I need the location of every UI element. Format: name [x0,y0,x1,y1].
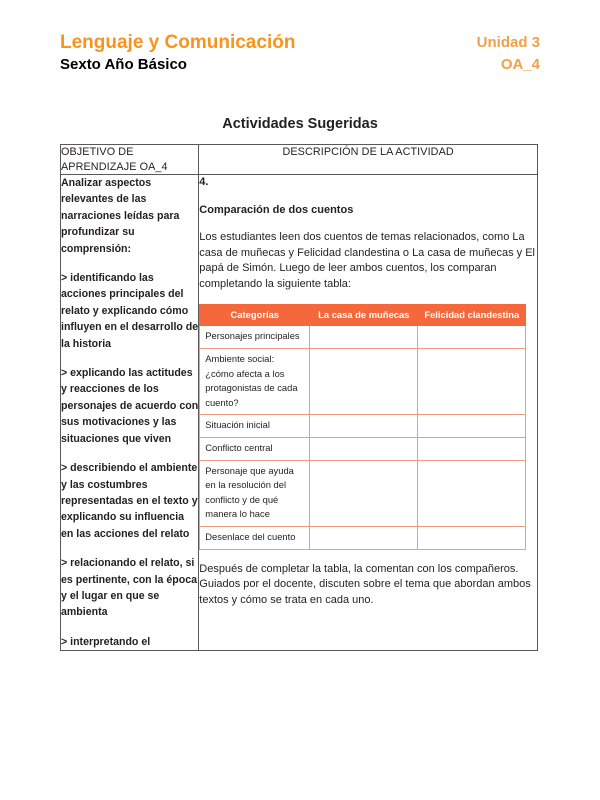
table-row [200,437,526,460]
answer-cell[interactable] [310,526,418,549]
subject-title: Lenguaje y Comunicación [60,32,296,53]
answer-cell[interactable] [310,415,418,438]
category-label: Desenlace del cuento [200,526,310,549]
activity-closing-paragraph: Después de completar la tabla, la comentan con los compañeros. Guiados por el docente, discuten sobre el tema que abordan ambos textos y cómo se trata en cada uno. [199,562,531,606]
answer-cell[interactable] [310,348,418,414]
objective-paragraph: > describiendo el ambiente y las costumbres representadas en el texto y explicando su influencia en las acciones del relato [61,462,198,540]
table-row [200,460,526,526]
description-cell [199,175,538,651]
answer-cell[interactable] [310,460,418,526]
table-row [200,348,526,414]
objective-paragraph: > interpretando el [61,635,151,648]
comparison-col-header-felicidad: Felicidad clandestina [418,305,526,326]
answer-cell[interactable] [418,415,526,438]
objective-cell [61,175,199,651]
answer-cell[interactable] [418,437,526,460]
objective-paragraph: > relacionando el relato, si es pertinente, con la época y el lugar en que se ambienta [61,557,197,619]
table-header-row [61,145,538,175]
answer-cell[interactable] [310,326,418,349]
comparison-table [199,304,526,549]
answer-cell[interactable] [310,437,418,460]
document-header [60,32,540,75]
answer-cell[interactable] [418,326,526,349]
unit-label: Unidad 3 [476,34,540,51]
column-header-description: DESCRIPCIÓN DE LA ACTIVIDAD [199,145,538,175]
category-label: Personajes principales [200,326,310,349]
comparison-col-header-casa-munecas: La casa de muñecas [310,305,418,326]
header-right-block [477,32,540,75]
objective-paragraph: > explicando las actitudes y reacciones de los personajes de acuerdo con sus motivaciones y las situaciones que viven [61,367,199,445]
activity-subtitle: Comparación de dos cuentos [199,204,354,216]
oa-label: OA_4 [500,56,540,73]
table-row [200,526,526,549]
table-content-row [61,175,538,651]
header-left-block [60,32,295,75]
category-label: Ambiente social: ¿cómo afecta a los protagonistas de cada cuento? [200,348,310,414]
comparison-header-row [200,305,526,326]
table-row [200,415,526,438]
section-title: Actividades Sugeridas [222,116,378,132]
activity-number: 4. [199,176,209,188]
category-label: Situación inicial [200,415,310,438]
objective-paragraph: > identificando las acciones principales del relato y explicando cómo influyen en el desarrollo de la historia [61,272,199,350]
grade-title: Sexto Año Básico [60,56,187,73]
answer-cell[interactable] [418,460,526,526]
table-row [200,326,526,349]
activity-intro-paragraph: Los estudiantes leen dos cuentos de temas relacionados, como La casa de muñecas y Felicidad clandestina o La casa de muñecas y El papá de Simón. Luego de leer ambos cuentos, los comparan completando la siguiente tabla: [199,231,535,290]
category-label: Conflicto central [200,437,310,460]
category-label: Personaje que ayuda en la resolución del conflicto y de qué manera lo hace [200,460,310,526]
comparison-col-header-categorias: Categorías [200,305,310,326]
answer-cell[interactable] [418,348,526,414]
activity-table [60,144,538,651]
column-header-objective: OBJETIVO DE APRENDIZAJE OA_4 [61,145,199,175]
answer-cell[interactable] [418,526,526,549]
objective-paragraph: Analizar aspectos relevantes de las narraciones leídas para profundizar su comprensión: [61,177,180,255]
